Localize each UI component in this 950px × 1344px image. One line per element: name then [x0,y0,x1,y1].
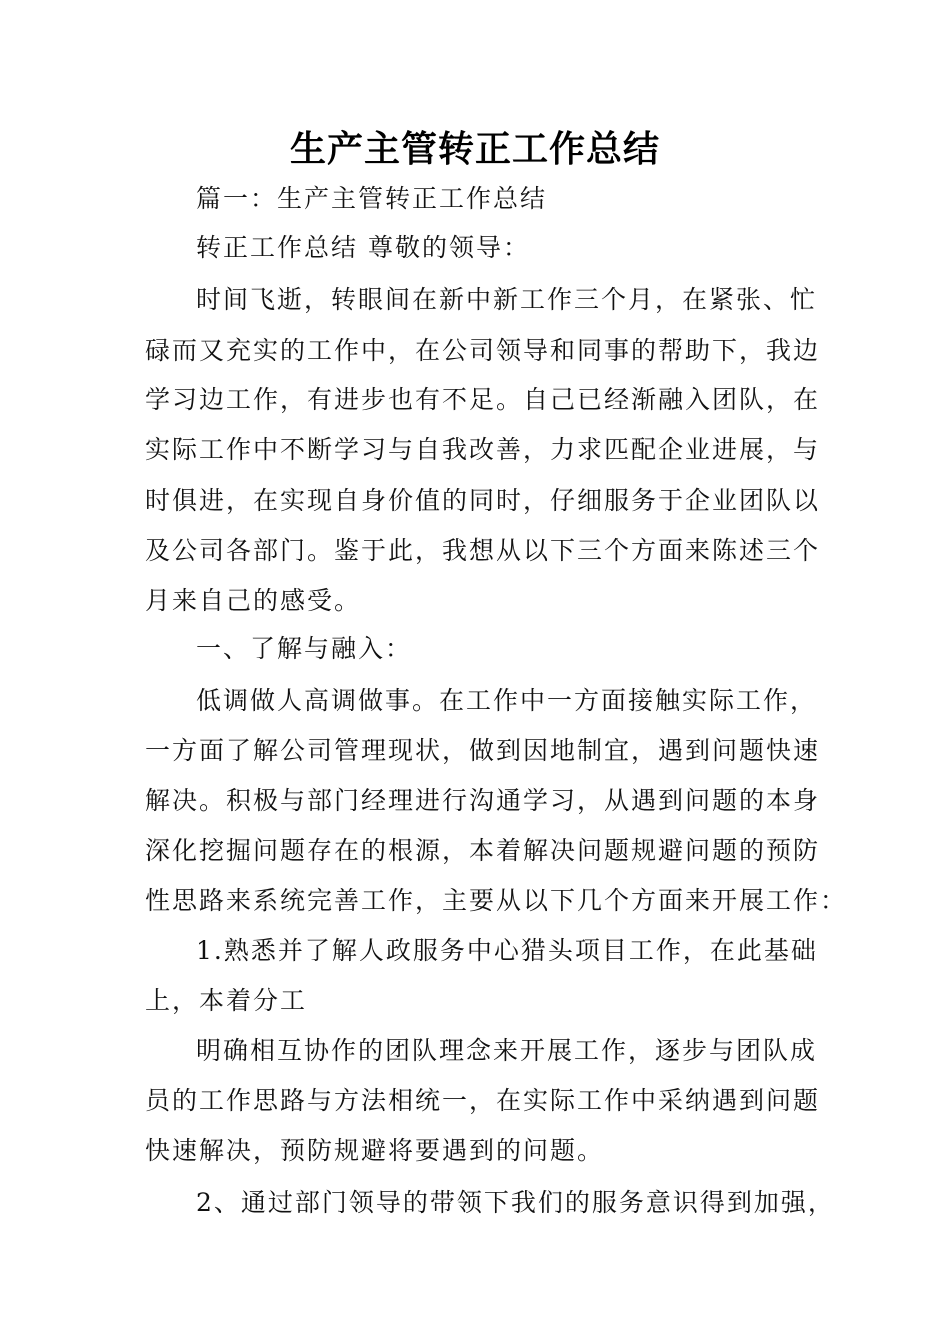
paragraph-line: 时间飞逝，转眼间在新中新工作三个月，在紧张、忙 [196,285,818,314]
section-heading: 篇一：生产主管转正工作总结 [196,184,548,213]
subsection-heading: 一、了解与融入： [196,634,413,663]
paragraph-line: 时俱进，在实现自身价值的同时，仔细服务于企业团队以 [145,486,821,515]
paragraph-line: 解决。积极与部门经理进行沟通学习，从遇到问题的本身 [145,786,821,815]
paragraph-line: 快速解决，预防规避将要遇到的问题。 [145,1136,605,1165]
paragraph-line: 实际工作中不断学习与自我改善，力求匹配企业进展，与 [145,435,821,464]
paragraph-line: 低调做人高调做事。在工作中一方面接触实际工作， [196,686,818,715]
paragraph-line: 员的工作思路与方法相统一，在实际工作中采纳遇到问题 [145,1086,821,1115]
paragraph-line: 明确相互协作的团队理念来开展工作，逐步与团队成 [196,1036,818,1065]
list-item-line: 2、通过部门领导的带领下我们的服务意识得到加强， [196,1188,835,1217]
list-item-line: 上，本着分工 [145,986,308,1015]
paragraph-line: 及公司各部门。鉴于此，我想从以下三个方面来陈述三个 [145,536,821,565]
list-item-line: 1.熟悉并了解人政服务中心猎头项目工作，在此基础 [196,936,818,965]
paragraph-line: 月来自己的感受。 [145,586,362,615]
paragraph-line: 一方面了解公司管理现状，做到因地制宜，遇到问题快速 [145,736,821,765]
document-title: 生产主管转正工作总结 [289,129,660,170]
paragraph-line: 深化挖掘问题存在的根源，本着解决问题规避问题的预防 [145,836,821,865]
paragraph-line: 碌而又充实的工作中，在公司领导和同事的帮助下，我边 [145,336,821,365]
paragraph-line: 性思路来系统完善工作，主要从以下几个方面来开展工作： [145,886,848,915]
salutation-line: 转正工作总结 尊敬的领导： [196,233,530,262]
paragraph-line: 学习边工作，有进步也有不足。自己已经渐融入团队，在 [145,385,821,414]
